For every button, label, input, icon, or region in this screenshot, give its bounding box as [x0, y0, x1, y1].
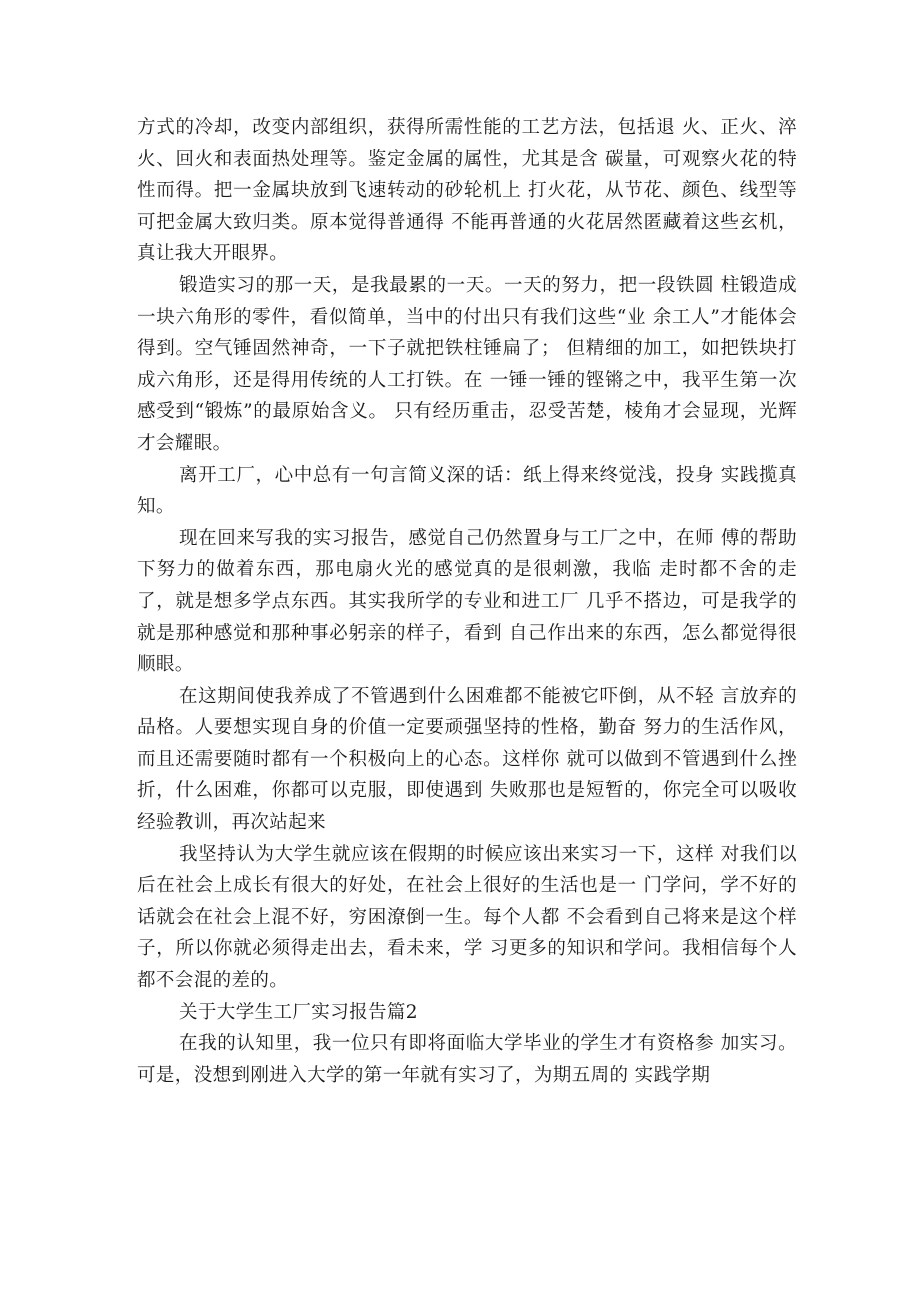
paragraph-forging: 锻造实习的那一天，是我最累的一天。一天的努力，把一段铁圆 柱锻造成一块六角形的零件，看似简单，当中的付出只有我们这些“业 余工人”才能体会得到。空气锤固然神奇，一下子就把铁柱锤扁了； 但精细的加工，如把铁块打成六角形，还是得用传统的人工打铁。在 一锤一锤的铿锵之中，我平生第一次感受到“锻炼”的最原始含义。 只有经历重击，忍受苦楚，棱角才会显现，光辉才会耀眼。 [137, 274, 797, 454]
paragraph-heat-treatment: 方式的冷却，改变内部组织，获得所需性能的工艺方法，包括退 火、正火、淬火、回火和表面热处理等。鉴定金属的属性，尤其是含 碳量，可观察火花的特性而得。把一金属块放到飞速转动的砂轮机上 打火花，从节花、颜色、线型等可把金属大致归类。原本觉得普通得 不能再普通的火花居然匿藏着这些玄机，真让我大开眼界。 [137, 117, 797, 265]
paragraph-leaving-factory: 离开工厂，心中总有一句言简义深的话：纸上得来终觉浅，投身 实践揽真知。 [137, 464, 797, 518]
document-page [137, 112, 797, 1091]
paragraph-writing-report: 现在回来写我的实习报告，感觉自己仍然置身与工厂之中，在师 傅的帮助下努力的做着东西，那电扇火光的感觉真的是很刺激，我临 走时都不舍的走了，就是想多学点东西。其实我所学的专业和进工厂 几乎不搭边，可是我学的就是那种感觉和那种事必躬亲的样子，看到 自己作出来的东西，怎么都觉得很顺眼。 [137, 527, 797, 676]
section-heading: 关于大学生工厂实习报告篇2 [179, 1001, 418, 1023]
paragraph-internship-value: 我坚持认为大学生就应该在假期的时候应该出来实习一下，这样 对我们以后在社会上成长有很大的好处，在社会上很好的生活也是一 门学问，学不好的话就会在社会上混不好，穷困潦倒一生。每个人都 不会看到自己将来是这个样子，所以你就必须得走出去，看未来，学 习更多的知识和学问。我相信每个人都不会混的差的。 [137, 843, 797, 992]
paragraph-section2-intro: 在我的认知里，我一位只有即将面临大学毕业的学生才有资格参 加实习。可是，没想到刚进入大学的第一年就有实习了，为期五周的 实践学期 [137, 1033, 797, 1086]
paragraph-character: 在这期间使我养成了不管遇到什么困难都不能被它吓倒，从不轻 言放弃的品格。人要想实现自身的价值一定要顽强坚持的性格，勤奋 努力的生活作风，而且还需要随时都有一个积极向上的心态。这样你 就可以做到不管遇到什么挫折，什么困难，你都可以克服，即使遇到 失败那也是短暂的，你完全可以吸收经验教训，再次站起来 [137, 685, 797, 834]
